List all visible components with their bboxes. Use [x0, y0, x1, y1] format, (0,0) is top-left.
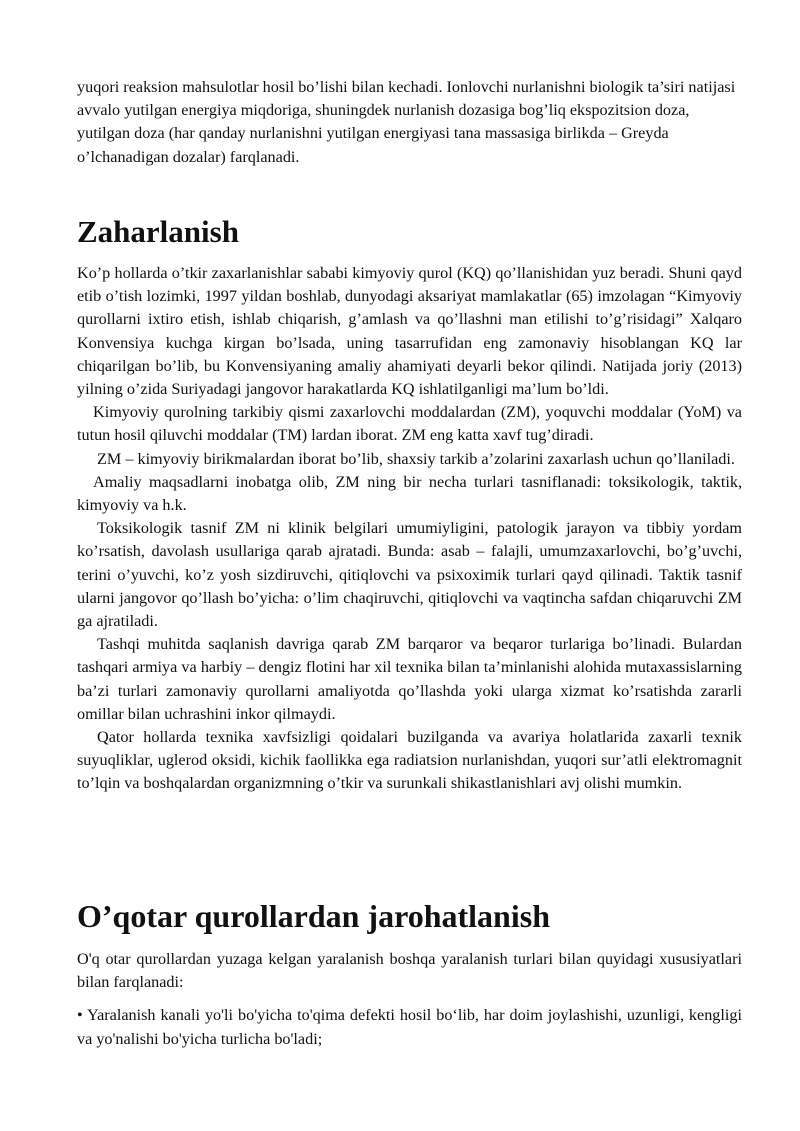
oqotar-section — [77, 948, 742, 1051]
oqotar-bullet-item: • Yaralanish kanali yo'li bo'yicha to'qima defekti hosil bo‘lib, har doim joylashishi, uzunligi, kengligi va yo'nalishi bo'yicha turlicha bo'ladi; — [77, 1006, 742, 1048]
zaharlanish-paragraph-4: Amaliy maqsadlarni inobatga olib, ZM ning bir necha turlari tasniflanadi: toksikologik, taktik, kimyoviy va h.k. — [77, 472, 742, 515]
zaharlanish-paragraph-1: Ko’p hollarda o’tkir zaxarlanishlar sababi kimyoviy qurol (KQ) qo’llanishidan yuz beradi. Shuni qayd etib o’tish lozimki, 1997 yildan boshlab, dunyodagi aksariyat mamlakatlar (65) imzolagan “Kimyoviy qurollarni ixtiro etish, ishlab chiqarish, g’amlash va qo’llashni man etilishi to’g’risidagi” Xalqaro Konvensiya kuchga kirgan bo’lsada, uning tasarrufidan eng zamonaviy hisoblangan KQ lar chiqarilgan bo’lib, bu Konvensiyaning amaliy ahamiyati deyarli bekor qilindi. Natijada joriy (2013) yilning o’zida Suriyadagi jangovor harakatlarda KQ ishlatilganligi ma’lum bo’ldi. — [77, 264, 742, 399]
zaharlanish-paragraph-2: Kimyoviy qurolning tarkibiy qismi zaxarlovchi moddalardan (ZM), yoquvchi moddalar (YoM) va tutun hosil qiluvchi moddalar (TM) lardan iborat. ZM eng katta xavf tug’diradi. — [77, 403, 742, 445]
zaharlanish-paragraph-7: Qator hollarda texnika xavfsizligi qoidalari buzilganda va avariya holatlarida zaxarli texnik suyuqliklar, uglerod oksidi, kichik faollikka ega radiatsion nurlanishdan, yuqori sur’atli elektromagnit to’lqin va boshqalardan organizmning o’tkir va surunkali shikastlanishlari avj olishi mumkin. — [77, 728, 742, 793]
zaharlanish-paragraph-5: Toksikologik tasnif ZM ni klinik belgilari umumiyligini, patologik jarayon va tibbiy yordam ko’rsatish, davolash usullariga qarab ajratadi. Bunda: asab – falajli, umumzaxarlovchi, bo’g’uvchi, terini o’yuvchi, ko’z yosh sizdiruvchi, qitiqlovchi va psixoximik turlari qayd qilinadi. Taktik tasnif ularni jangovor qo’llash bo’yicha: o’lim chaqiruvchi, qitiqlovchi va vaqtincha safdan chiqaruvchi ZM ga ajratiladi. — [77, 519, 742, 631]
zaharlanish-paragraph-6: Tashqi muhitda saqlanish davriga qarab ZM barqaror va beqaror turlariga bo’linadi. Bulardan tashqari armiya va harbiy – dengiz flotini har xil texnika bilan ta’minlanishi alohida mutaxassislarning ba’zi turlari zamonaviy qurollarni amaliyotda qo’llashda yoki ularga xizmat ko’rsatishda zararli omillar bilan uchrashini inkor qilmaydi. — [77, 635, 742, 723]
zaharlanish-paragraph-3: ZM – kimyoviy birikmalardan iborat bo’lib, shaxsiy tarkib a’zolarini zaxarlash uchun qo’llaniladi. — [97, 449, 735, 468]
intro-paragraph: yuqori reaksion mahsulotlar hosil bo’lishi bilan kechadi. Ionlovchi nurlanishni biologik ta’siri natijasi avvalo yutilgan energiya miqdoriga, shuningdek nurlanish dozasiga bog’liq ekspozitsion doza, yutilgan doza (har qanday nurlanishni yutilgan energiyasi tana massasiga birlikda – Greyda o’lchanadigan dozalar) farqlanadi. — [77, 78, 736, 166]
section-heading-oqotar: O’qotar qurollardan jarohatlanish — [77, 898, 550, 934]
zaharlanish-section — [77, 262, 742, 796]
section-heading-zaharlanish: Zaharlanish — [77, 214, 239, 249]
oqotar-paragraph-1: O'q otar qurollardan yuzaga kelgan yaralanish boshqa yaralanish turlari bilan quyidagi xususiyatlari bilan farqlanadi: — [77, 950, 742, 992]
intro-section — [77, 76, 742, 169]
